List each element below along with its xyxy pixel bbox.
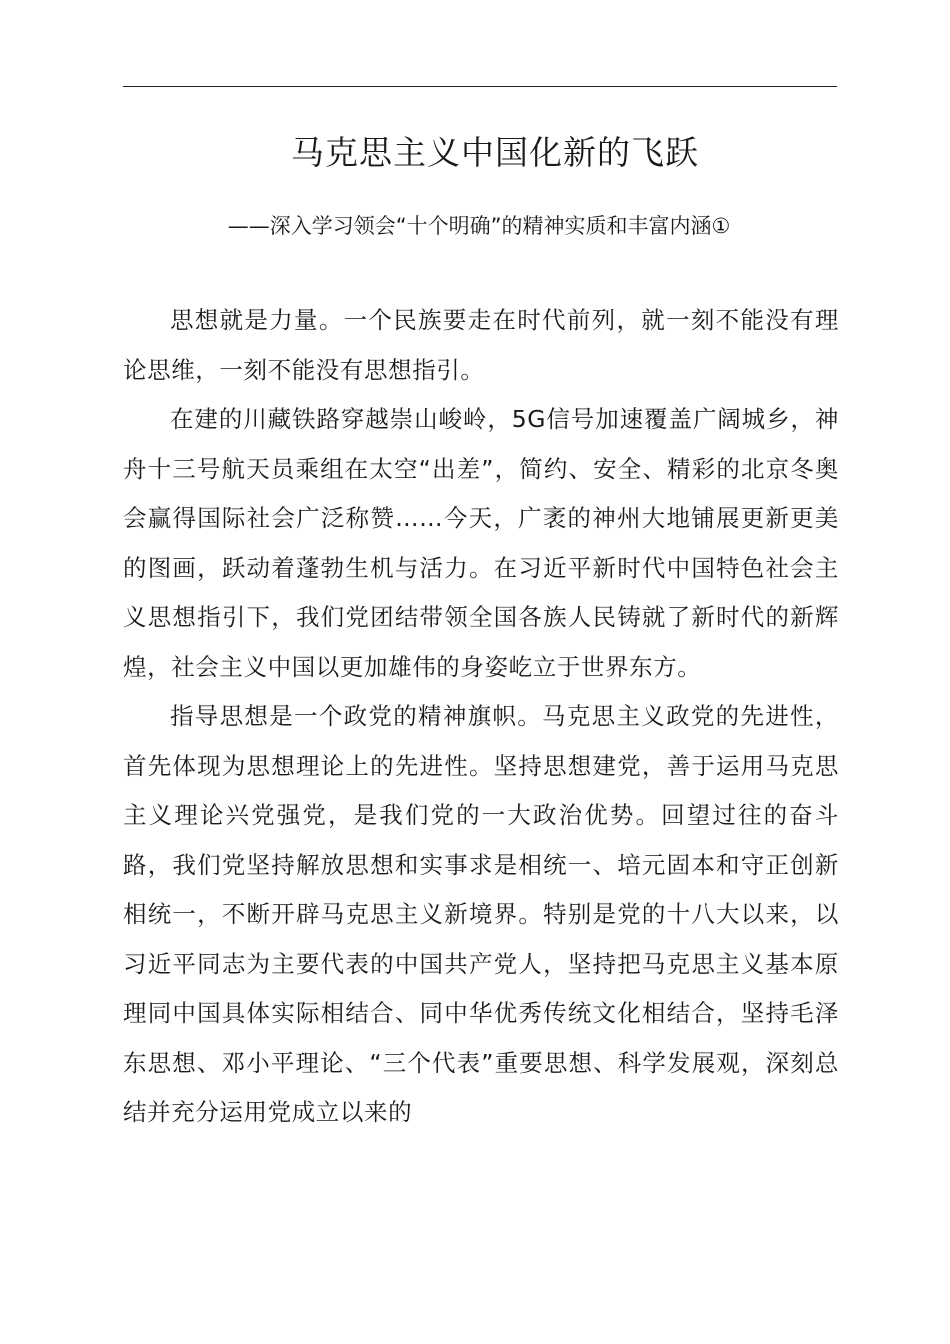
article-body (123, 296, 839, 1138)
article-subtitle: ——深入学习领会“十个明确”的精神实质和丰富内涵① (227, 214, 731, 238)
paragraph: 思想就是力量。一个民族要走在时代前列，就一刻不能没有理论思维，一刻不能没有思想指引。 (123, 306, 839, 384)
article-title: 马克思主义中国化新的飞跃 (291, 133, 699, 172)
paragraph: 在建的川藏铁路穿越崇山峻岭，5G信号加速覆盖广阔城乡，神舟十三号航天员乘组在太空“出差”，简约、安全、精彩的北京冬奥会赢得国际社会广泛称赞……今天，广袤的神州大地铺展更新更美的图画，跃动着蓬勃生机与活力。在习近平新时代中国特色社会主义思想指引下，我们党团结带领全国各族人民铸就了新时代的新辉煌，社会主义中国以更加雄伟的身姿屹立于世界东方。 (123, 405, 839, 681)
header-rule (123, 86, 837, 87)
paragraph: 指导思想是一个政党的精神旗帜。马克思主义政党的先进性，首先体现为思想理论上的先进性。坚持思想建党，善于运用马克思主义理论兴党强党，是我们党的一大政治优势。回望过往的奋斗路，我们党坚持解放思想和实事求是相统一、培元固本和守正创新相统一，不断开辟马克思主义新境界。特别是党的十八大以来，以习近平同志为主要代表的中国共产党人，坚持把马克思主义基本原理同中国具体实际相结合、同中华优秀传统文化相结合，坚持毛泽东思想、邓小平理论、“三个代表”重要思想、科学发展观，深刻总结并充分运用党成立以来的 (123, 702, 839, 1126)
